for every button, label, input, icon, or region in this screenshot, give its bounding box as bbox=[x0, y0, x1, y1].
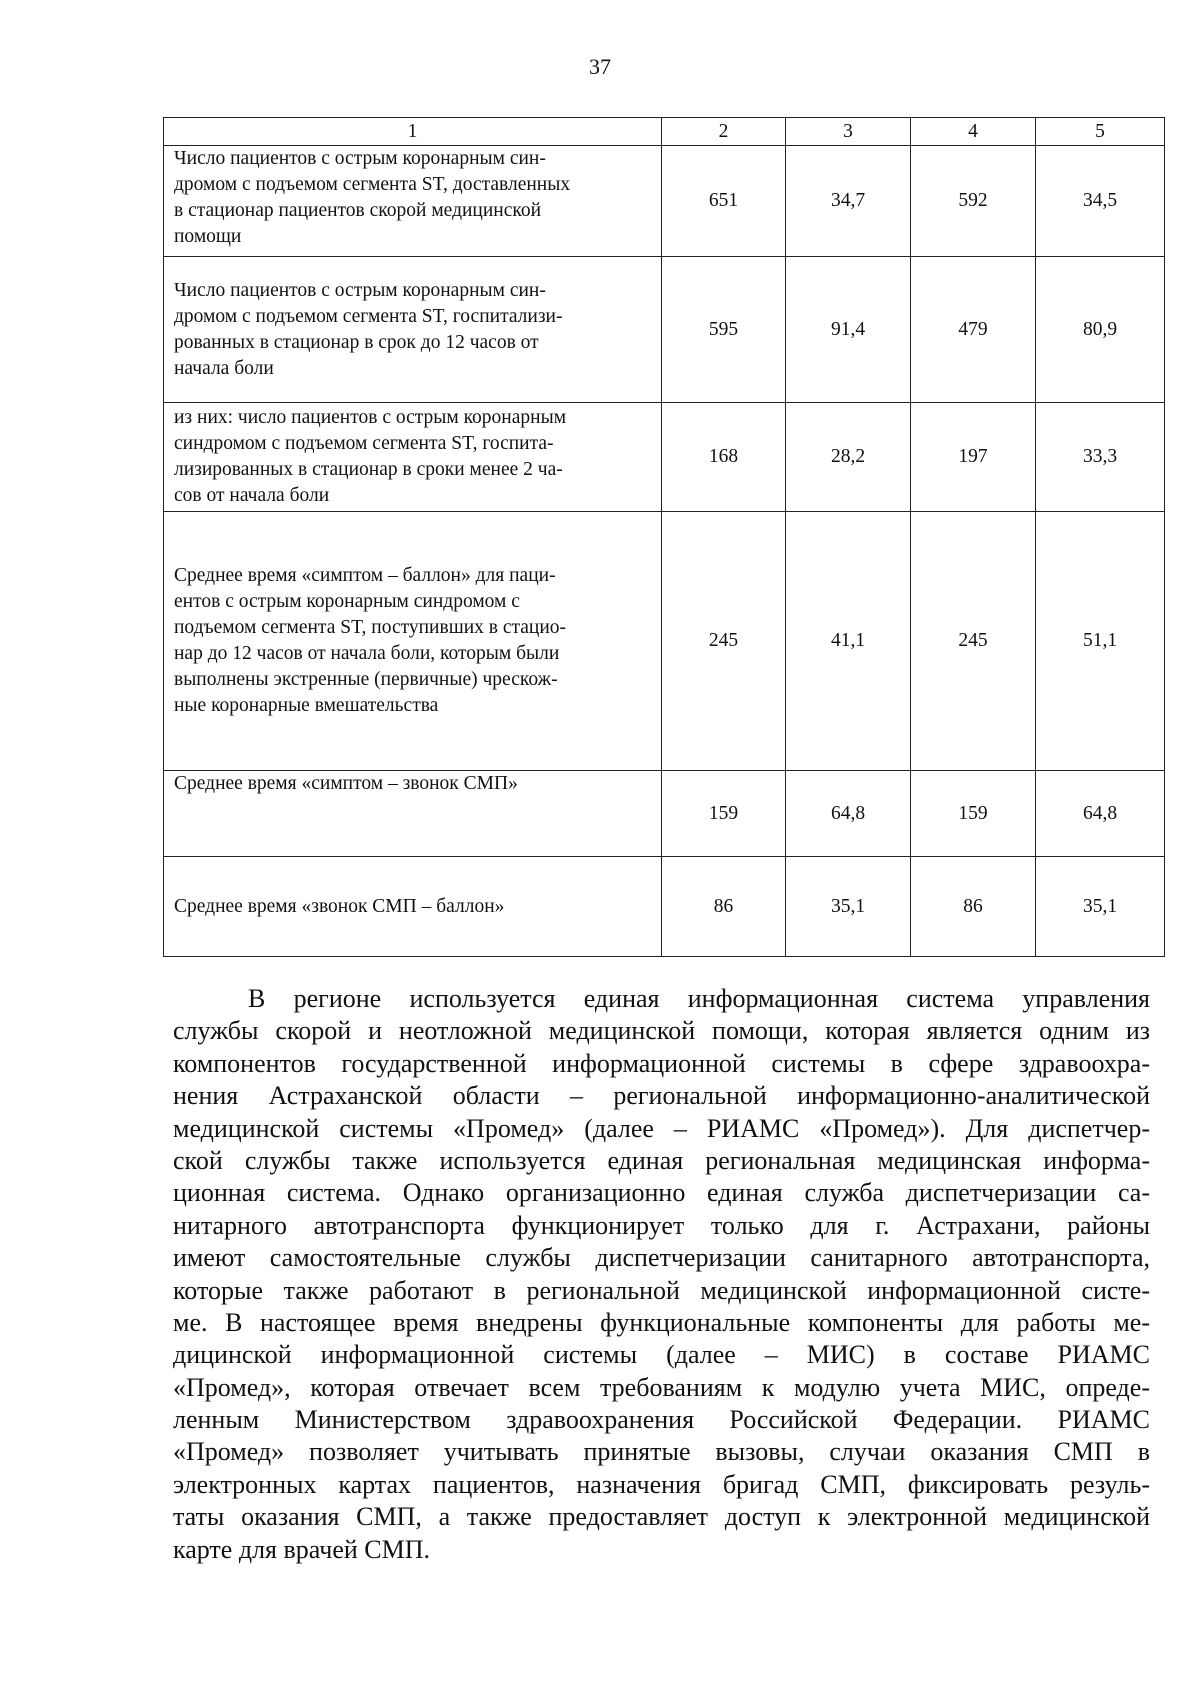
row-label bbox=[164, 146, 662, 257]
row-label-line: Число пациентов с острым коронарным син- bbox=[174, 279, 546, 301]
paragraph-line: нения Астраханской области – региональной информационно-аналитической bbox=[173, 1081, 1150, 1111]
table-cell: 595 bbox=[662, 257, 786, 403]
table-cell: 159 bbox=[662, 771, 786, 857]
paragraph-line: компонентов государственной информационной системы в сфере здравоохра- bbox=[173, 1048, 1150, 1078]
row-label-line: синдромом с подъемом сегмента ST, госпита- bbox=[174, 433, 554, 454]
paragraph-line: «Промед» позволяет учитывать принятые вызовы, случаи оказания СМП в bbox=[173, 1437, 1150, 1467]
table-cell: 159 bbox=[911, 771, 1036, 857]
paragraph-line: ленным Министерством здравоохранения Российской Федерации. РИАМС bbox=[173, 1405, 1150, 1435]
table-cell: 245 bbox=[662, 512, 786, 771]
row-label-line: из них: число пациентов с острым коронарным bbox=[174, 407, 567, 428]
table-cell: 86 bbox=[662, 857, 786, 957]
table-cell: 41,1 bbox=[786, 512, 911, 771]
row-label-line: рованных в стационар в срок до 12 часов от bbox=[174, 331, 539, 353]
column-header: 1 bbox=[164, 118, 662, 146]
data-table bbox=[163, 117, 1165, 957]
table-cell: 35,1 bbox=[1036, 857, 1165, 957]
paragraph-line: электронных картах пациентов, назначения бригад СМП, фиксировать резуль- bbox=[173, 1469, 1150, 1499]
paragraph-line: В регионе используется единая информационная система управления bbox=[248, 984, 1150, 1013]
table-cell: 33,3 bbox=[1036, 403, 1165, 512]
paragraph-line: которые также работают в региональной медицинской информационной систе- bbox=[173, 1275, 1150, 1305]
row-label-line: ентов с острым коронарным синдромом с bbox=[174, 591, 520, 612]
table-cell: 35,1 bbox=[786, 857, 911, 957]
table-cell: 80,9 bbox=[1036, 257, 1165, 403]
paragraph-line: ме. В настоящее время внедрены функциональные компоненты для работы ме- bbox=[173, 1307, 1150, 1337]
row-label-line: ные коронарные вмешательства bbox=[174, 695, 439, 716]
table-cell: 34,5 bbox=[1036, 146, 1165, 257]
paragraph-line: ской службы также используется единая региональная медицинская информа- bbox=[173, 1145, 1150, 1175]
row-label-line: Число пациентов с острым коронарным син- bbox=[174, 148, 546, 169]
table-cell: 245 bbox=[911, 512, 1036, 771]
table-cell: 28,2 bbox=[786, 403, 911, 512]
row-label bbox=[164, 403, 662, 512]
row-label-line: Среднее время «симптом – звонок СМП» bbox=[174, 773, 518, 794]
table-cell: 51,1 bbox=[1036, 512, 1165, 771]
row-label-line: сов от начала боли bbox=[174, 485, 330, 506]
paragraph-line: дицинской информационной системы (далее – МИС) в составе РИАМС bbox=[173, 1340, 1150, 1370]
row-label-line: лизированных в стационар в сроки менее 2 ча- bbox=[174, 459, 563, 480]
row-label bbox=[164, 857, 662, 957]
table-cell: 651 bbox=[662, 146, 786, 257]
table-cell: 86 bbox=[911, 857, 1036, 957]
paragraph-line: таты оказания СМП, а также предоставляет доступ к электронной медицинской bbox=[173, 1502, 1150, 1532]
table-row bbox=[164, 146, 1165, 257]
table-row bbox=[164, 512, 1165, 771]
table-row bbox=[164, 771, 1165, 857]
row-label-line: начала боли bbox=[174, 357, 274, 379]
body-paragraph bbox=[173, 983, 1150, 1566]
paragraph-line: медицинской системы «Промед» (далее – РИАМС «Промед»). Для диспетчер- bbox=[173, 1113, 1150, 1143]
page-number: 37 bbox=[589, 54, 611, 79]
column-header: 3 bbox=[786, 118, 911, 146]
table-cell: 64,8 bbox=[786, 771, 911, 857]
row-label-line: нар до 12 часов от начала боли, которым были bbox=[174, 643, 560, 664]
paragraph-line: службы скорой и неотложной медицинской помощи, которая является одним из bbox=[173, 1016, 1150, 1046]
table-row bbox=[164, 857, 1165, 957]
table-cell: 479 bbox=[911, 257, 1036, 403]
paragraph-line: карте для врачей СМП. bbox=[173, 1534, 431, 1564]
table-row bbox=[164, 257, 1165, 403]
table-cell: 168 bbox=[662, 403, 786, 512]
row-label-line: помощи bbox=[174, 226, 242, 247]
table-row bbox=[164, 403, 1165, 512]
row-label-line: выполнены экстренные (первичные) чрескож- bbox=[174, 669, 558, 690]
paragraph-line: нитарного автотранспорта функционирует только для г. Астрахани, районы bbox=[173, 1210, 1150, 1240]
row-label-line: дромом с подъемом сегмента ST, доставленных bbox=[174, 174, 571, 195]
paragraph-line: «Промед», которая отвечает всем требованиям к модулю учета МИС, опреде- bbox=[173, 1372, 1150, 1402]
column-header: 5 bbox=[1036, 118, 1165, 146]
column-header: 2 bbox=[662, 118, 786, 146]
row-label-line: подъемом сегмента ST, поступивших в стацио- bbox=[174, 617, 567, 638]
column-header: 4 bbox=[911, 118, 1036, 146]
paragraph-line: ционная система. Однако организационно единая служба диспетчеризации са- bbox=[173, 1178, 1150, 1208]
row-label bbox=[164, 512, 662, 771]
row-label-line: дромом с подъемом сегмента ST, госпитализи- bbox=[174, 305, 563, 327]
table-cell: 91,4 bbox=[786, 257, 911, 403]
table-cell: 592 bbox=[911, 146, 1036, 257]
paragraph-line: имеют самостоятельные службы диспетчеризации санитарного автотранспорта, bbox=[173, 1243, 1150, 1273]
row-label-line: Среднее время «звонок СМП – баллон» bbox=[174, 895, 505, 917]
row-label-line: Среднее время «симптом – баллон» для паци- bbox=[174, 565, 556, 586]
row-label-line: в стационар пациентов скорой медицинской bbox=[174, 200, 542, 221]
row-label bbox=[164, 257, 662, 403]
table-header-row bbox=[164, 118, 1165, 146]
row-label bbox=[164, 771, 662, 857]
table-cell: 34,7 bbox=[786, 146, 911, 257]
table-cell: 197 bbox=[911, 403, 1036, 512]
table-cell: 64,8 bbox=[1036, 771, 1165, 857]
